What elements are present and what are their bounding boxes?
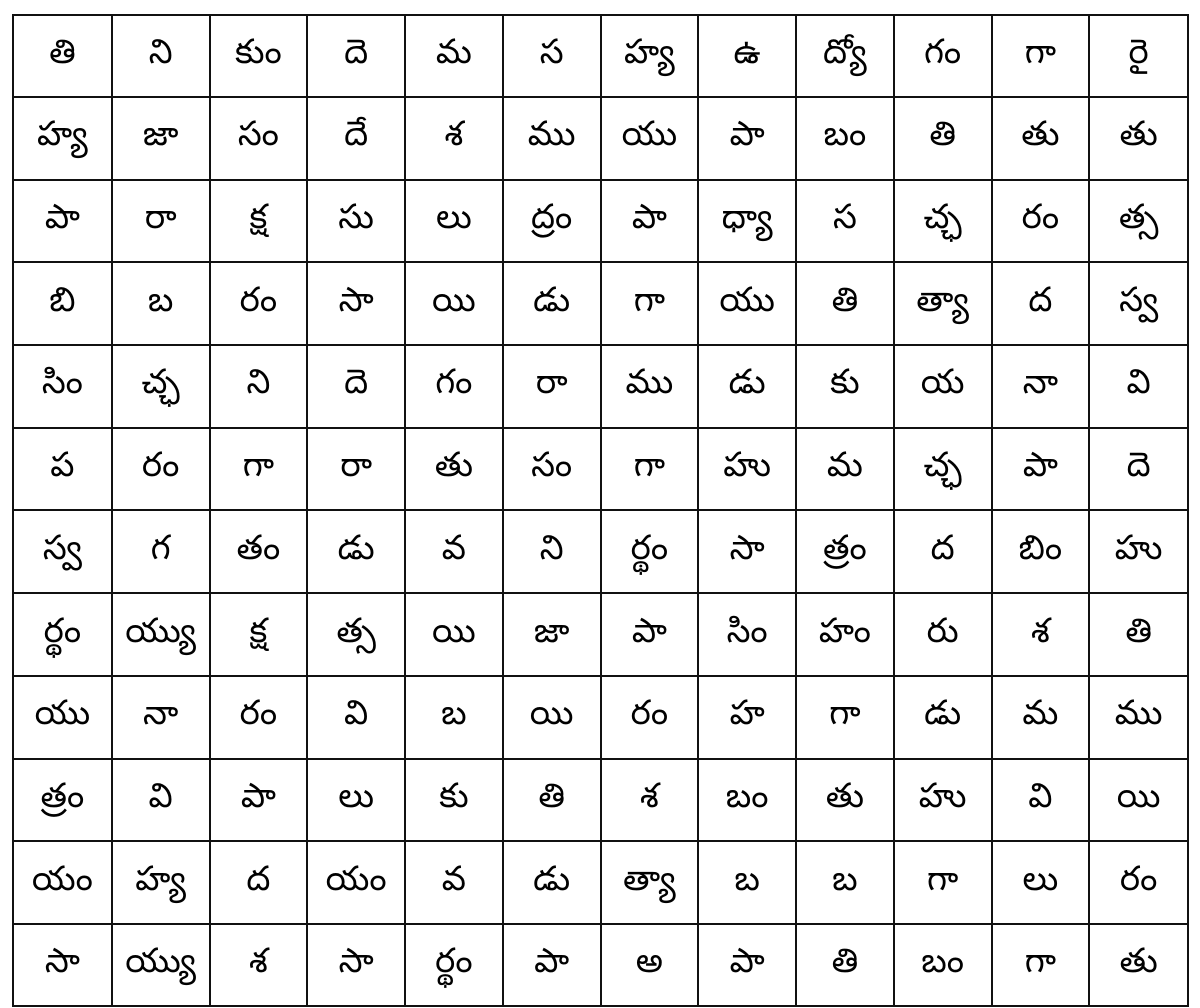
grid-cell: వ <box>405 841 503 924</box>
grid-cell: యం <box>14 841 112 924</box>
grid-cell: తి <box>1089 593 1187 676</box>
grid-cell: సా <box>307 924 405 1005</box>
grid-cell: పా <box>698 924 796 1005</box>
grid-cell: గా <box>796 676 894 759</box>
grid-cell: బ <box>112 262 210 345</box>
grid-cell: ర్థం <box>14 593 112 676</box>
grid-cell: చ్ఛ <box>894 428 992 511</box>
grid-cell: వ <box>405 510 503 593</box>
character-table <box>14 16 1187 1005</box>
grid-row <box>14 841 1187 924</box>
grid-cell: యి <box>1089 759 1187 842</box>
grid-cell: యు <box>14 676 112 759</box>
grid-cell: ద <box>894 510 992 593</box>
grid-cell: పా <box>503 924 601 1005</box>
grid-row <box>14 262 1187 345</box>
grid-cell: తు <box>1089 924 1187 1005</box>
grid-cell: ము <box>601 345 699 428</box>
grid-cell: య్యు <box>112 924 210 1005</box>
grid-row <box>14 180 1187 263</box>
grid-cell: దె <box>307 16 405 97</box>
grid-cell: త్యా <box>894 262 992 345</box>
grid-cell: రం <box>210 676 308 759</box>
character-grid <box>12 14 1189 1007</box>
grid-cell: సం <box>210 97 308 180</box>
grid-row <box>14 593 1187 676</box>
grid-cell: శ <box>405 97 503 180</box>
grid-cell: త్రం <box>14 759 112 842</box>
grid-cell: గం <box>894 16 992 97</box>
grid-cell: కు <box>405 759 503 842</box>
grid-cell: యం <box>307 841 405 924</box>
grid-cell: రా <box>112 180 210 263</box>
grid-cell: బం <box>796 97 894 180</box>
grid-cell: డు <box>307 510 405 593</box>
grid-cell: బ <box>405 676 503 759</box>
grid-body <box>14 16 1187 1005</box>
grid-row <box>14 345 1187 428</box>
grid-cell: గా <box>992 16 1090 97</box>
grid-cell: బ <box>796 841 894 924</box>
grid-cell: ని <box>112 16 210 97</box>
grid-cell: నా <box>992 345 1090 428</box>
grid-cell: వి <box>307 676 405 759</box>
grid-cell: జా <box>112 97 210 180</box>
grid-cell: క్ష <box>210 180 308 263</box>
grid-cell: క్ష <box>210 593 308 676</box>
grid-cell: చ్ఛ <box>112 345 210 428</box>
grid-row <box>14 924 1187 1005</box>
grid-cell: రం <box>112 428 210 511</box>
grid-cell: హు <box>1089 510 1187 593</box>
grid-cell: తు <box>992 97 1090 180</box>
grid-cell: పా <box>992 428 1090 511</box>
grid-cell: డు <box>894 676 992 759</box>
grid-cell: ము <box>1089 676 1187 759</box>
grid-cell: మ <box>992 676 1090 759</box>
grid-cell: హు <box>894 759 992 842</box>
grid-cell: గం <box>405 345 503 428</box>
grid-cell: ని <box>210 345 308 428</box>
grid-cell: రా <box>503 345 601 428</box>
grid-cell: హు <box>698 428 796 511</box>
grid-cell: బం <box>698 759 796 842</box>
grid-cell: కు <box>796 345 894 428</box>
grid-cell: యు <box>601 97 699 180</box>
grid-cell: బం <box>894 924 992 1005</box>
grid-cell: లు <box>992 841 1090 924</box>
grid-row <box>14 759 1187 842</box>
grid-cell: గా <box>992 924 1090 1005</box>
grid-cell: ద <box>992 262 1090 345</box>
grid-cell: త్యా <box>601 841 699 924</box>
grid-cell: రం <box>992 180 1090 263</box>
grid-cell: హ్య <box>112 841 210 924</box>
grid-cell: వి <box>992 759 1090 842</box>
grid-cell: త్రం <box>796 510 894 593</box>
grid-cell: అ <box>601 924 699 1005</box>
grid-cell: తి <box>796 262 894 345</box>
grid-cell: యు <box>698 262 796 345</box>
grid-cell: శ <box>601 759 699 842</box>
grid-cell: బిం <box>992 510 1090 593</box>
grid-cell: శ <box>210 924 308 1005</box>
grid-cell: కుం <box>210 16 308 97</box>
grid-cell: నా <box>112 676 210 759</box>
grid-cell: య్యు <box>112 593 210 676</box>
grid-cell: స <box>503 16 601 97</box>
grid-cell: ద్రం <box>503 180 601 263</box>
grid-cell: రు <box>894 593 992 676</box>
grid-cell: ర్థం <box>601 510 699 593</box>
grid-cell: స <box>796 180 894 263</box>
grid-cell: డు <box>503 841 601 924</box>
grid-cell: ము <box>503 97 601 180</box>
grid-cell: తు <box>405 428 503 511</box>
grid-cell: డు <box>503 262 601 345</box>
grid-cell: లు <box>307 759 405 842</box>
grid-cell: సా <box>698 510 796 593</box>
grid-cell: త్స <box>307 593 405 676</box>
grid-cell: వి <box>112 759 210 842</box>
grid-cell: రం <box>1089 841 1187 924</box>
grid-cell: మ <box>796 428 894 511</box>
grid-cell: సిం <box>14 345 112 428</box>
grid-cell: తి <box>503 759 601 842</box>
grid-cell: య <box>894 345 992 428</box>
grid-cell: ని <box>503 510 601 593</box>
grid-cell: లు <box>405 180 503 263</box>
grid-cell: దె <box>1089 428 1187 511</box>
grid-cell: రా <box>307 428 405 511</box>
grid-cell: తి <box>14 16 112 97</box>
grid-cell: తి <box>796 924 894 1005</box>
grid-cell: తం <box>210 510 308 593</box>
grid-cell: తి <box>894 97 992 180</box>
grid-cell: డు <box>698 345 796 428</box>
grid-cell: సా <box>307 262 405 345</box>
grid-cell: రం <box>210 262 308 345</box>
grid-cell: సిం <box>698 593 796 676</box>
grid-cell: స్వ <box>1089 262 1187 345</box>
grid-cell: సం <box>503 428 601 511</box>
grid-cell: గ <box>112 510 210 593</box>
grid-cell: బి <box>14 262 112 345</box>
grid-cell: వి <box>1089 345 1187 428</box>
grid-cell: గా <box>210 428 308 511</box>
grid-cell: గా <box>601 262 699 345</box>
grid-cell: స్వ <box>14 510 112 593</box>
grid-row <box>14 676 1187 759</box>
grid-cell: పా <box>601 180 699 263</box>
grid-cell: బ <box>698 841 796 924</box>
grid-cell: ర్థం <box>405 924 503 1005</box>
grid-cell: శ <box>992 593 1090 676</box>
grid-cell: మ <box>405 16 503 97</box>
grid-row <box>14 428 1187 511</box>
grid-cell: హం <box>796 593 894 676</box>
grid-row <box>14 16 1187 97</box>
grid-cell: దె <box>307 345 405 428</box>
grid-cell: జా <box>503 593 601 676</box>
grid-cell: రం <box>601 676 699 759</box>
grid-row <box>14 510 1187 593</box>
grid-cell: ఉ <box>698 16 796 97</box>
grid-cell: ద <box>210 841 308 924</box>
grid-cell: పా <box>601 593 699 676</box>
grid-cell: పా <box>14 180 112 263</box>
grid-cell: గా <box>894 841 992 924</box>
grid-cell: యి <box>405 262 503 345</box>
grid-cell: దే <box>307 97 405 180</box>
grid-cell: గా <box>601 428 699 511</box>
grid-cell: చ్ఛ <box>894 180 992 263</box>
grid-cell: యి <box>503 676 601 759</box>
grid-cell: పా <box>698 97 796 180</box>
grid-cell: ద్యో <box>796 16 894 97</box>
grid-cell: సా <box>14 924 112 1005</box>
grid-cell: యి <box>405 593 503 676</box>
grid-cell: ప <box>14 428 112 511</box>
grid-cell: తు <box>796 759 894 842</box>
grid-cell: హ్య <box>14 97 112 180</box>
grid-cell: సు <box>307 180 405 263</box>
grid-cell: పా <box>210 759 308 842</box>
grid-cell: తు <box>1089 97 1187 180</box>
grid-cell: రై <box>1089 16 1187 97</box>
grid-row <box>14 97 1187 180</box>
grid-cell: హ <box>698 676 796 759</box>
grid-cell: ధ్యా <box>698 180 796 263</box>
grid-cell: త్స <box>1089 180 1187 263</box>
grid-cell: హ్య <box>601 16 699 97</box>
